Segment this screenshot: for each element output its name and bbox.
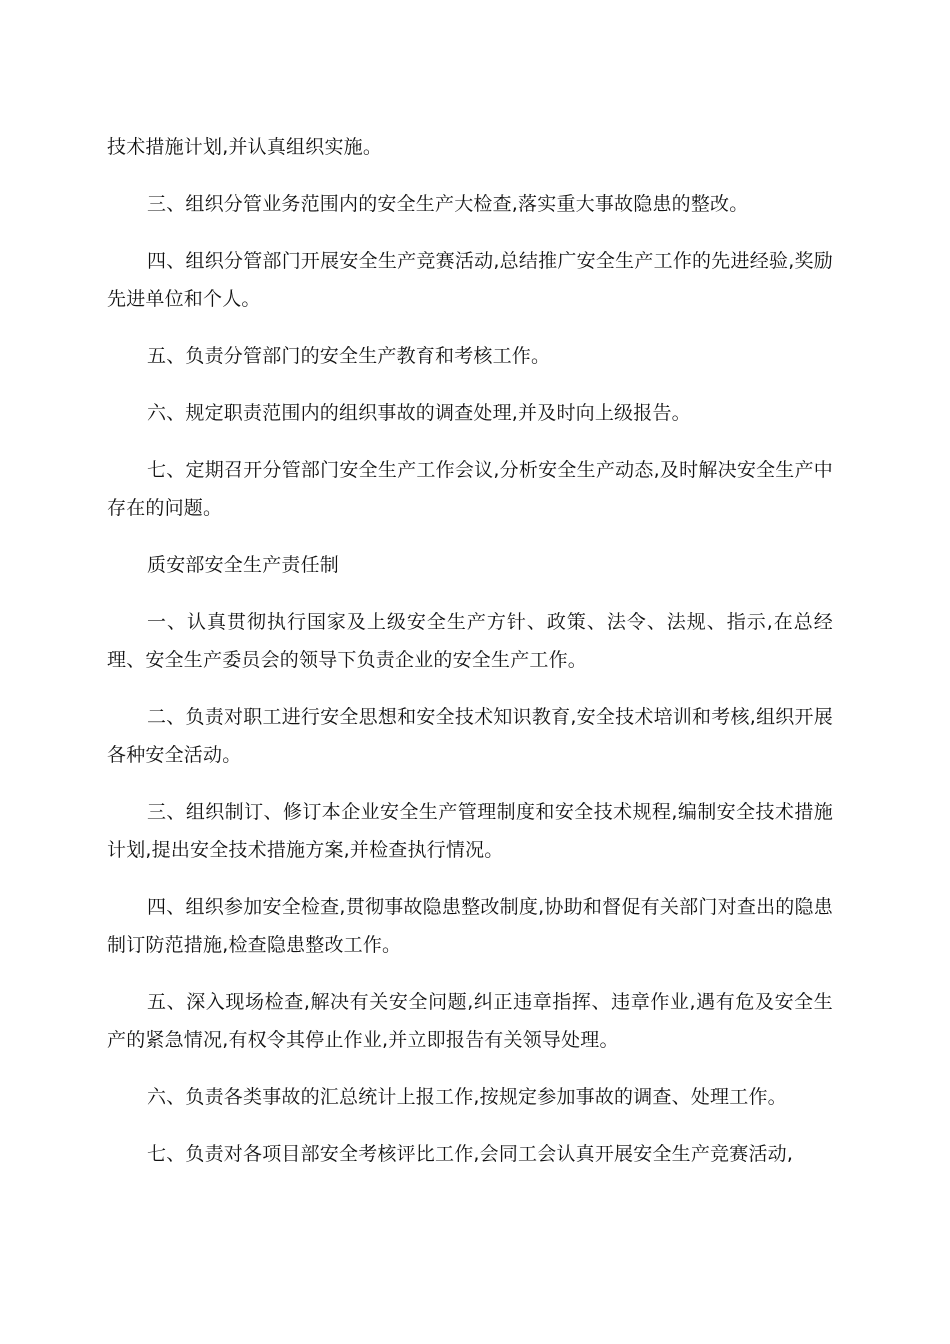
section-heading: 质安部安全生产责任制 [147,554,340,576]
paragraph-continuation: 技术措施计划,并认真组织实施。 [107,136,383,158]
paragraph-item-7: 七、定期召开分管部门安全生产工作会议,分析安全生产动态,及时解决安全生产中存在的问题。 [107,459,833,519]
section-item-5: 五、深入现场检查,解决有关安全问题,纠正违章指挥、违章作业,遇有危及安全生产的紧急情况,有权令其停止作业,并立即报告有关领导处理。 [107,991,833,1051]
paragraph-item-5: 五、负责分管部门的安全生产教育和考核工作。 [147,345,551,367]
section-item-4: 四、组织参加安全检查,贯彻事故隐患整改制度,协助和督促有关部门对查出的隐患制订防范措施,检查隐患整改工作。 [107,896,833,956]
document-body [107,128,833,1192]
section-item-2: 二、负责对职工进行安全思想和安全技术知识教育,安全技术培训和考核,组织开展各种安全活动。 [107,706,833,766]
section-item-6: 六、负责各类事故的汇总统计上报工作,按规定参加事故的调查、处理工作。 [147,1086,787,1108]
paragraph-item-4: 四、组织分管部门开展安全生产竞赛活动,总结推广安全生产工作的先进经验,奖励先进单位和个人。 [107,250,833,310]
section-item-3: 三、组织制订、修订本企业安全生产管理制度和安全技术规程,编制安全技术措施计划,提出安全技术措施方案,并检查执行情况。 [107,801,833,861]
section-item-1: 一、认真贯彻执行国家及上级安全生产方针、政策、法令、法规、指示,在总经理、安全生产委员会的领导下负责企业的安全生产工作。 [107,611,833,671]
paragraph-item-3: 三、组织分管业务范围内的安全生产大检查,落实重大事故隐患的整改。 [147,193,749,215]
paragraph-item-6: 六、规定职责范围内的组织事故的调查处理,并及时向上级报告。 [147,402,691,424]
section-item-7: 七、负责对各项目部安全考核评比工作,会同工会认真开展安全生产竞赛活动, [147,1143,794,1165]
